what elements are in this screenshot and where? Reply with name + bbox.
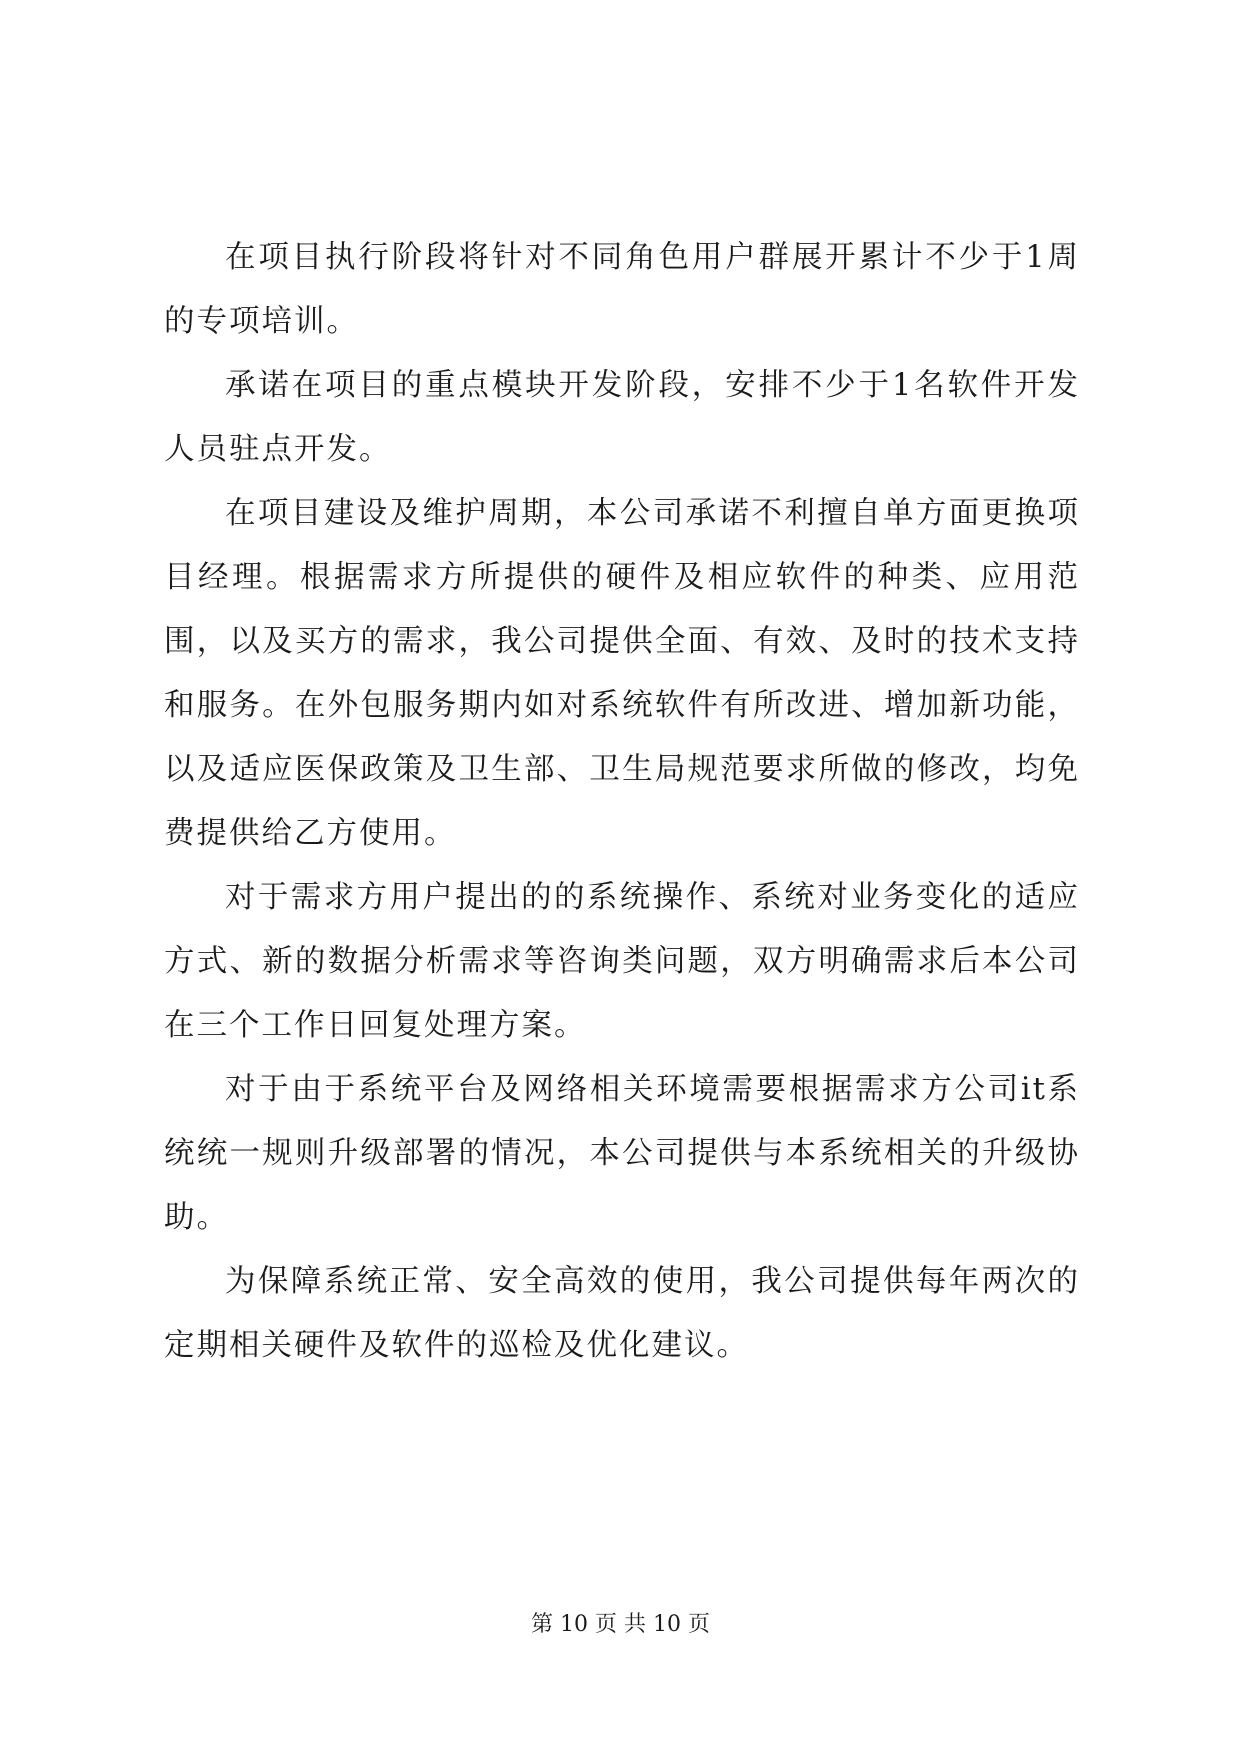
paragraph-training: 在项目执行阶段将针对不同角色用户群展开累计不少于1周的专项培训。 <box>164 240 1080 339</box>
document-body <box>164 226 1080 1378</box>
page-number-footer: 第 10 页 共 10 页 <box>531 1612 710 1637</box>
paragraph-inspection: 为保障系统正常、安全高效的使用，我公司提供每年两次的定期相关硬件及软件的巡检及优化建议。 <box>164 1264 1080 1363</box>
paragraph-onsite-developer: 承诺在项目的重点模块开发阶段，安排不少于1名软件开发人员驻点开发。 <box>164 368 1080 467</box>
paragraph-project-manager: 在项目建设及维护周期，本公司承诺不利擅自单方面更换项目经理。根据需求方所提供的硬件及相应软件的种类、应用范围，以及买方的需求，我公司提供全面、有效、及时的技术支持和服务。在外包服务期内如对系统软件有所改进、增加新功能，以及适应医保政策及卫生部、卫生局规范要求所做的修改，均免费提供给乙方使用。 <box>164 496 1080 851</box>
paragraph-upgrade-assistance: 对于由于系统平台及网络相关环境需要根据需求方公司it系统统一规则升级部署的情况，本公司提供与本系统相关的升级协助。 <box>164 1072 1080 1235</box>
paragraph-consultation: 对于需求方用户提出的的系统操作、系统对业务变化的适应方式、新的数据分析需求等咨询类问题，双方明确需求后本公司在三个工作日回复处理方案。 <box>164 880 1080 1043</box>
